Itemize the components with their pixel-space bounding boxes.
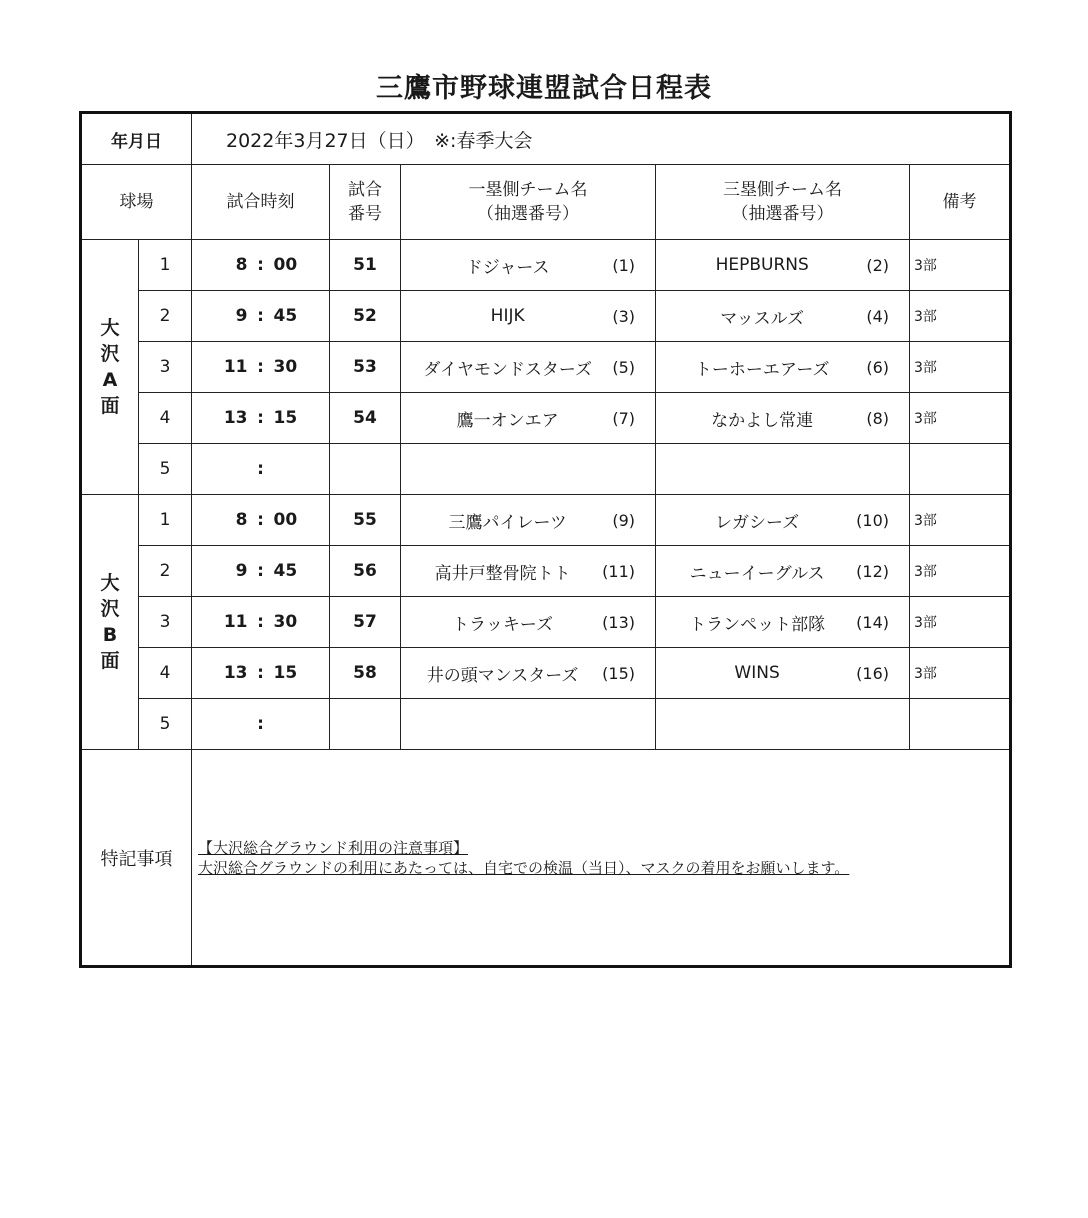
team-name: なかよし常連: [711, 410, 814, 431]
division-note: 3部: [910, 342, 1011, 393]
game-number: 53: [330, 342, 401, 393]
game-seq: 3: [139, 342, 192, 393]
time-separator: :: [257, 714, 264, 734]
division-note: 3部: [910, 393, 1011, 444]
team-name: トラッキーズ: [452, 614, 553, 635]
header-remarks: 備考: [910, 165, 1011, 240]
lottery-number: (7): [612, 408, 635, 428]
time-minute: 00: [273, 255, 298, 275]
game-time: [192, 342, 330, 393]
time-hour: 9: [235, 561, 248, 581]
third-base-team: [656, 597, 910, 648]
team-name: 井の頭マンスターズ: [426, 665, 579, 686]
notes-body: 大沢総合グラウンドの利用にあたっては、自宅での検温（当日）、マスクの着用をお願いします。: [198, 858, 850, 877]
team-name: HIJK: [490, 306, 525, 326]
first-base-team: [401, 495, 656, 546]
game-row: [81, 393, 1011, 444]
team-name: 鷹一オンエア: [456, 410, 559, 431]
third-base-team: [656, 393, 910, 444]
date-label: 年月日: [81, 113, 192, 165]
lottery-number: (11): [602, 561, 635, 581]
lottery-number: (6): [866, 357, 889, 377]
header-third-base: 三塁側チーム名 （抽選番号）: [656, 165, 910, 240]
time-hour: 11: [223, 612, 248, 632]
field-name: 大 沢 B 面: [81, 495, 139, 750]
game-row: [81, 546, 1011, 597]
date-value: 2022年3月27日（日） ※:春季大会: [192, 113, 1011, 165]
game-time: [192, 699, 330, 750]
game-row: [81, 597, 1011, 648]
game-number: 51: [330, 240, 401, 291]
header-first-base: 一塁側チーム名 （抽選番号）: [401, 165, 656, 240]
time-minute: 45: [273, 561, 298, 581]
game-time: [192, 648, 330, 699]
time-separator: :: [257, 408, 264, 428]
time-minute: 00: [273, 510, 298, 530]
third-base-team: [656, 240, 910, 291]
division-note: [910, 444, 1011, 495]
game-row: [81, 444, 1011, 495]
team-name: 三鷹パイレーツ: [448, 512, 567, 533]
game-seq: 1: [139, 240, 192, 291]
division-note: 3部: [910, 597, 1011, 648]
first-base-team: [401, 444, 656, 495]
division-note: [910, 699, 1011, 750]
lottery-number: (10): [856, 510, 889, 530]
time-minute: 30: [273, 357, 298, 377]
time-separator: :: [257, 663, 264, 683]
game-row: [81, 342, 1011, 393]
time-separator: :: [257, 612, 264, 632]
game-time: [192, 240, 330, 291]
game-row: [81, 648, 1011, 699]
third-base-team: [656, 444, 910, 495]
time-minute: 15: [273, 408, 298, 428]
notes-row: [81, 750, 1011, 967]
team-name: HEPBURNS: [715, 255, 809, 275]
schedule-table: [79, 111, 1012, 968]
game-seq: 5: [139, 699, 192, 750]
header-time: 試合時刻: [192, 165, 330, 240]
lottery-number: (13): [602, 612, 635, 632]
game-number: [330, 444, 401, 495]
game-seq: 2: [139, 546, 192, 597]
team-name: マッスルズ: [720, 308, 805, 329]
time-hour: 8: [235, 255, 248, 275]
game-number: 58: [330, 648, 401, 699]
time-hour: 13: [223, 663, 248, 683]
first-base-team: [401, 393, 656, 444]
header-game-no: 試合 番号: [330, 165, 401, 240]
lottery-number: (3): [612, 306, 635, 326]
team-name: トランペット部隊: [689, 614, 826, 635]
division-note: 3部: [910, 291, 1011, 342]
lottery-number: (12): [856, 561, 889, 581]
team-name: ダイヤモンドスターズ: [423, 359, 592, 380]
first-base-team: [401, 597, 656, 648]
game-number: 54: [330, 393, 401, 444]
game-time: [192, 291, 330, 342]
division-note: 3部: [910, 240, 1011, 291]
team-name: 高井戸整骨院トト: [434, 563, 571, 584]
lottery-number: (4): [866, 306, 889, 326]
time-separator: :: [257, 255, 264, 275]
first-base-team: [401, 546, 656, 597]
game-row: [81, 495, 1011, 546]
game-number: [330, 699, 401, 750]
division-note: 3部: [910, 648, 1011, 699]
team-name: トーホーエアーズ: [694, 359, 830, 380]
division-note: 3部: [910, 495, 1011, 546]
third-base-team: [656, 699, 910, 750]
lottery-number: (8): [866, 408, 889, 428]
game-time: [192, 546, 330, 597]
game-time: [192, 495, 330, 546]
game-seq: 5: [139, 444, 192, 495]
game-number: 52: [330, 291, 401, 342]
game-row: [81, 291, 1011, 342]
game-number: 56: [330, 546, 401, 597]
time-minute: 45: [273, 306, 298, 326]
notes-content: [192, 750, 1011, 967]
team-name: WINS: [734, 663, 780, 683]
time-separator: :: [257, 510, 264, 530]
time-hour: 13: [223, 408, 248, 428]
game-row: [81, 240, 1011, 291]
game-seq: 4: [139, 648, 192, 699]
game-row: [81, 699, 1011, 750]
third-base-team: [656, 495, 910, 546]
first-base-team: [401, 240, 656, 291]
game-time: [192, 444, 330, 495]
lottery-number: (5): [612, 357, 635, 377]
notes-heading: 【大沢総合グラウンド利用の注意事項】: [198, 838, 469, 857]
third-base-team: [656, 648, 910, 699]
time-minute: 15: [273, 663, 298, 683]
time-separator: :: [257, 306, 264, 326]
game-number: 55: [330, 495, 401, 546]
header-row: [81, 165, 1011, 240]
lottery-number: (9): [612, 510, 635, 530]
field-name: 大 沢 A 面: [81, 240, 139, 495]
game-number: 57: [330, 597, 401, 648]
team-name: ドジャース: [465, 257, 550, 278]
game-seq: 1: [139, 495, 192, 546]
game-seq: 4: [139, 393, 192, 444]
time-hour: 11: [223, 357, 248, 377]
time-hour: 9: [235, 306, 248, 326]
page-title: 三鷹市野球連盟試合日程表: [376, 73, 712, 104]
lottery-number: (1): [612, 255, 635, 275]
first-base-team: [401, 648, 656, 699]
time-separator: :: [257, 459, 264, 479]
date-row: [81, 113, 1011, 165]
first-base-team: [401, 342, 656, 393]
team-name: レガシーズ: [715, 512, 800, 533]
third-base-team: [656, 291, 910, 342]
game-seq: 2: [139, 291, 192, 342]
first-base-team: [401, 699, 656, 750]
time-separator: :: [257, 561, 264, 581]
time-minute: 30: [273, 612, 298, 632]
third-base-team: [656, 342, 910, 393]
header-field: 球場: [81, 165, 192, 240]
division-note: 3部: [910, 546, 1011, 597]
game-time: [192, 597, 330, 648]
notes-label: 特記事項: [81, 750, 192, 967]
lottery-number: (16): [856, 663, 889, 683]
lottery-number: (2): [866, 255, 889, 275]
team-name: ニューイーグルス: [689, 563, 825, 584]
lottery-number: (14): [856, 612, 889, 632]
first-base-team: [401, 291, 656, 342]
game-seq: 3: [139, 597, 192, 648]
time-hour: 8: [235, 510, 248, 530]
time-separator: :: [257, 357, 264, 377]
third-base-team: [656, 546, 910, 597]
game-time: [192, 393, 330, 444]
lottery-number: (15): [602, 663, 635, 683]
